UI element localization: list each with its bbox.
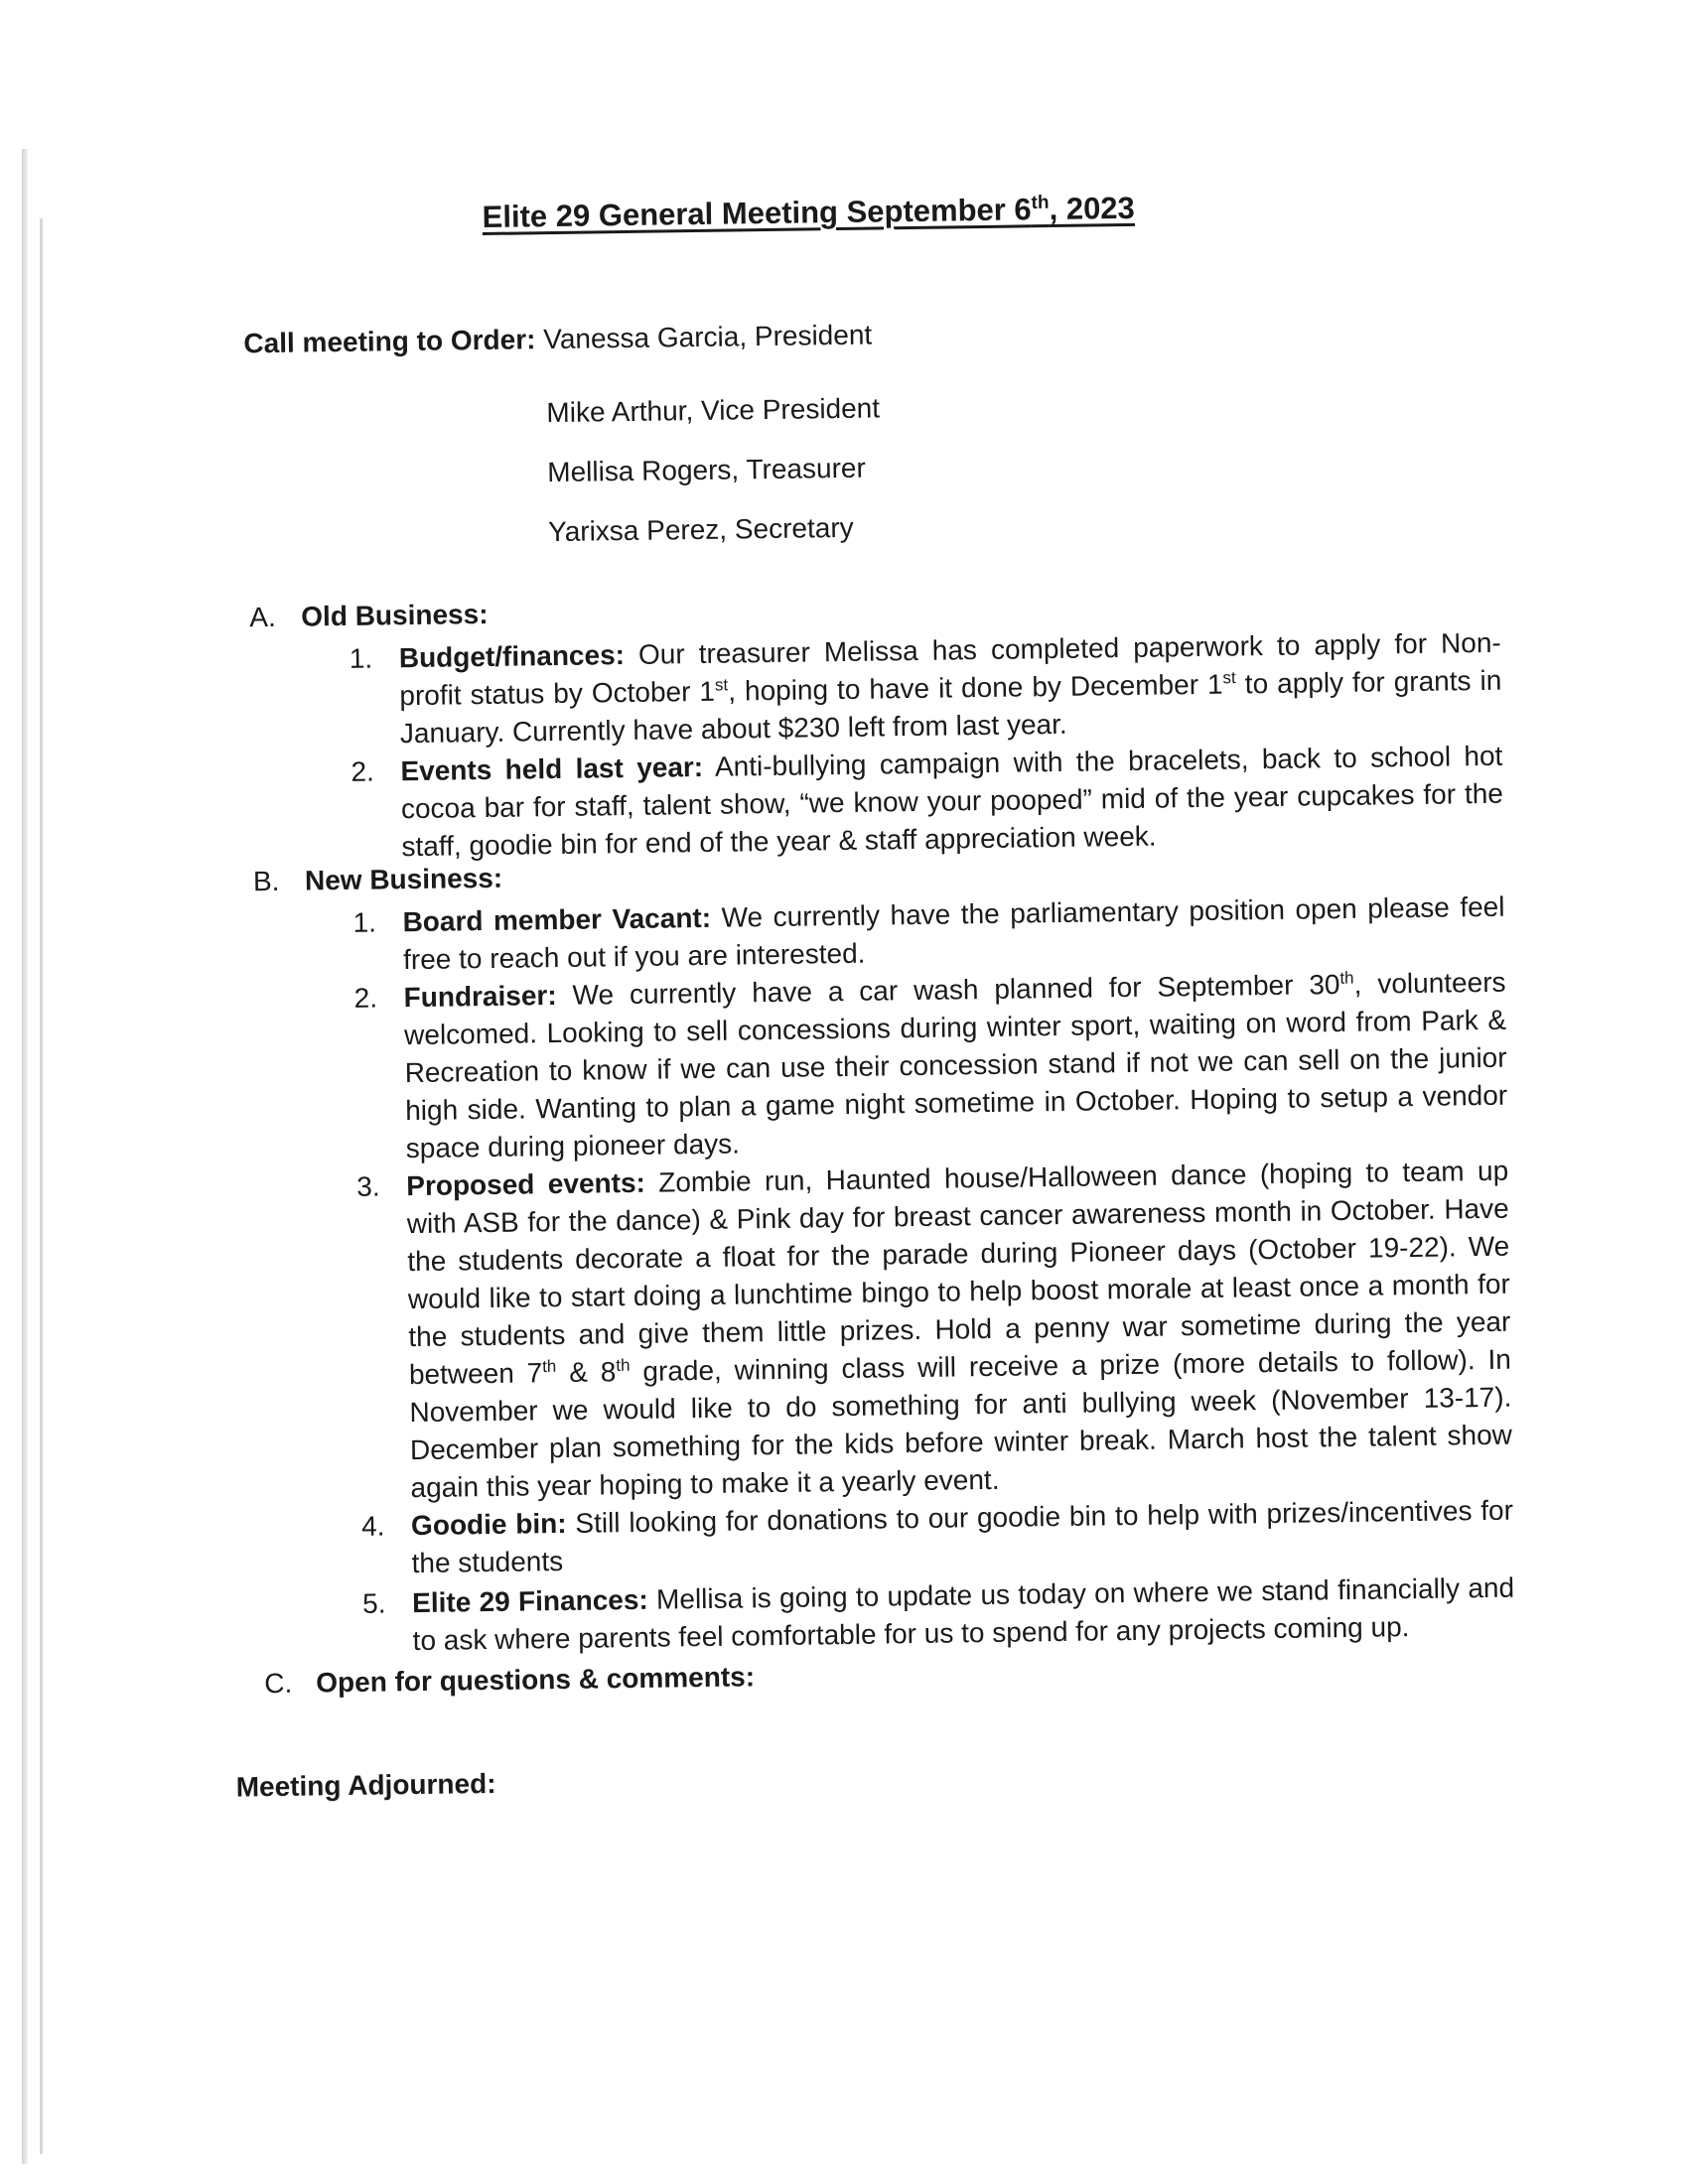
new-business-item-proposed-events — [356, 1153, 1513, 1508]
document-title: Elite 29 General Meeting September 6th, 2023 — [482, 190, 1136, 234]
new-business-item-fundraiser — [353, 964, 1508, 1168]
section-open-questions — [264, 1661, 755, 1700]
section-old-business — [249, 599, 489, 633]
item-body: Board member Vacant: We currently have the parliamentary position open please feel free to reach out if you are interested. — [402, 890, 1505, 976]
call-to-order — [243, 320, 872, 360]
item-body: Fundraiser: We currently have a car wash planned for September 30th, volunteers welcomed. Looking to sell concessions during winter sport, waiting on word from Park & Recreation to know if we can use their concession stand if not we can sell on the junior high side. Wanting to plan a game night sometime in October. Hoping to setup a vendor space during pioneer days. — [403, 966, 1508, 1164]
item-number: 2. — [351, 755, 375, 787]
item-number: 5. — [361, 1587, 386, 1619]
item-body: Goodie bin: Still looking for donations to our goodie bin to help with prizes/incentives for the students — [410, 1494, 1514, 1579]
item-body: Budget/finances: Our treasurer Melissa has completed paperwork to apply for Non- profit status by October 1st, hoping to have it done by December 1st to apply for grants in January. Currently have about $230 left from last year. — [398, 626, 1502, 750]
officer-treasurer: Mellisa Rogers, Treasurer — [547, 452, 867, 488]
section-heading: New Business: — [304, 862, 503, 896]
officer-vice-president: Mike Arthur, Vice President — [546, 392, 881, 429]
section-heading: Open for questions & comments: — [316, 1661, 756, 1699]
new-business-item-finances — [362, 1570, 1515, 1661]
item-body: Proposed events: Zombie run, Haunted house/Halloween dance (hoping to team up with ASB for the dance) & Pink day for breast cancer awareness month in October. Have the students decorate a float for the parade during Pioneer days (October 19-22). We would like to start doing a lunchtime bingo to help boost morale at least once a month for the students and give them little prizes. Hold a penny war sometime during the year between 7th & 8th grade, winning class will receive a prize (more details to follow). In November we would like to do something for anti bullying week (November 13-17). December plan something for the kids before winter break. March host the talent show again this year hoping to make it a yearly event. — [406, 1155, 1513, 1504]
call-to-order-label: Call meeting to Order: — [243, 324, 536, 359]
officer-secretary: Yarixsa Perez, Secretary — [547, 511, 854, 548]
section-letter: A. — [249, 601, 276, 633]
item-number: 1. — [349, 642, 373, 674]
section-letter: B. — [252, 865, 280, 897]
item-body: Events held last year: Anti-bullying campaign with the bracelets, back to school hot cocoa bar for staff, talent show, “we know your pooped” mid of the year cupcakes for the staff, goodie bin for end of the year & staff appreciation week. — [400, 740, 1504, 863]
old-business-item-budget — [350, 624, 1502, 753]
item-number: 2. — [353, 982, 378, 1014]
new-business-item-goodie-bin — [361, 1492, 1514, 1583]
section-new-business — [253, 863, 503, 898]
item-number: 1. — [352, 906, 377, 938]
section-heading: Old Business: — [301, 598, 489, 632]
item-body: Elite 29 Finances: Mellisa is going to update us today on where we stand financially and to ask where parents feel comfortable for us to spend for any projects coming up. — [411, 1571, 1515, 1657]
section-letter: C. — [264, 1667, 293, 1700]
officer-president: Vanessa Garcia, President — [542, 319, 873, 355]
item-number: 3. — [356, 1170, 380, 1202]
old-business-item-events — [351, 738, 1503, 867]
item-number: 4. — [360, 1510, 385, 1542]
meeting-adjourned: Meeting Adjourned: — [235, 1767, 496, 1803]
